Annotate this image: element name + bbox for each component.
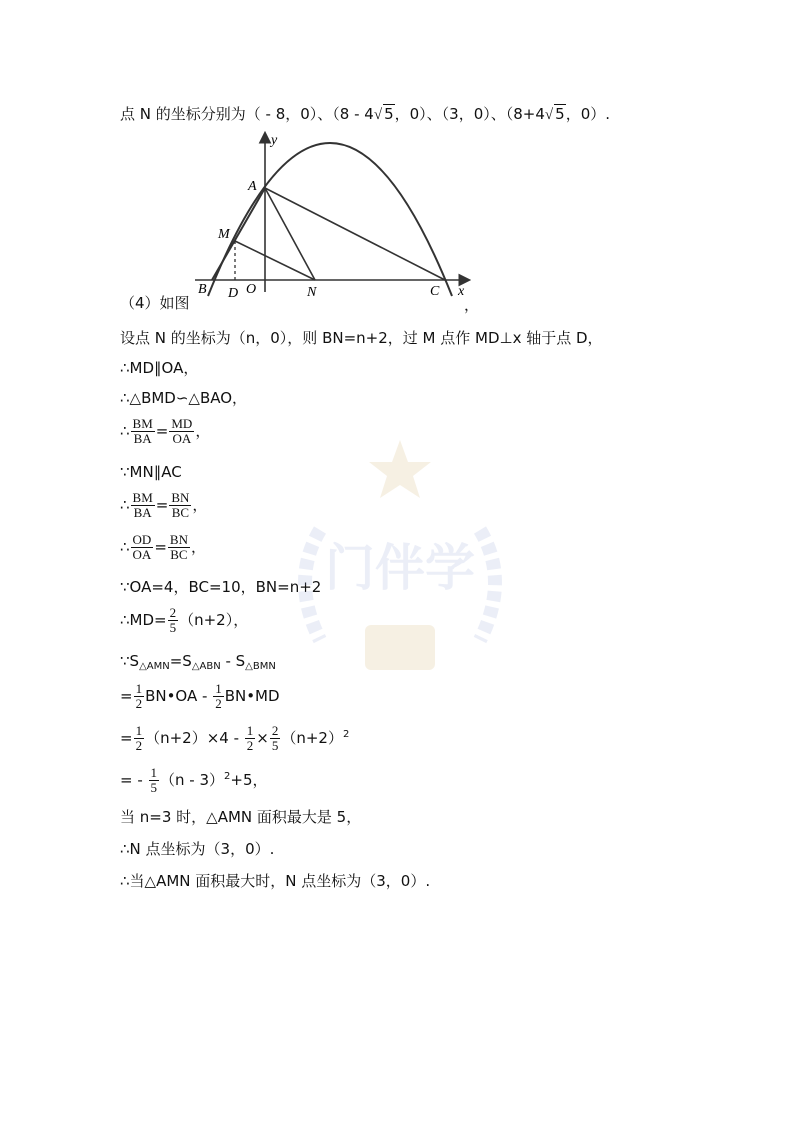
- denominator: BA: [133, 505, 152, 520]
- expression-line-2: [120, 724, 349, 753]
- denominator: 5: [169, 620, 177, 635]
- numerator: 1: [246, 723, 254, 738]
- equals-minus: = -: [120, 771, 148, 789]
- numerator: BM: [132, 416, 153, 431]
- denominator: 2: [215, 696, 222, 711]
- numerator: MD: [171, 416, 193, 431]
- segment-an: [265, 188, 315, 280]
- fraction: [131, 417, 155, 446]
- denominator: 5: [271, 738, 279, 753]
- denominator: BC: [171, 505, 190, 520]
- coordinates-line: 点 N 的坐标分别为（ - 8，0）、（8 - 4√ 5，0）、（3，0）、（8+4√ 5，0）.: [120, 105, 611, 123]
- label-m: M: [218, 227, 230, 242]
- therefore: ∴: [120, 538, 130, 556]
- label-b: B: [198, 282, 207, 297]
- label-n: N: [307, 285, 317, 300]
- fraction: [168, 606, 179, 635]
- fraction: [245, 724, 256, 753]
- numerator: 2: [169, 605, 177, 620]
- text-segment: （n+2）: [281, 729, 343, 747]
- text-segment: BN•OA -: [145, 687, 213, 705]
- equals: =: [154, 538, 167, 556]
- label-o: O: [246, 282, 257, 297]
- fraction: [134, 724, 145, 753]
- ratio-line-2: [120, 491, 207, 520]
- max-area-line: 当 n=3 时，△AMN 面积最大是 5，: [120, 808, 362, 826]
- radicand: 5: [384, 105, 394, 123]
- mn-parallel-line: ∵MN∥AC: [120, 463, 182, 481]
- because-s: ∵S: [120, 652, 140, 670]
- subscript: △ABN: [191, 661, 221, 672]
- watermark-text: 门伴学: [325, 539, 475, 597]
- text-segment: （n+2）×4 -: [145, 729, 244, 747]
- numerator: 1: [135, 723, 143, 738]
- watermark-logo: [280, 440, 520, 700]
- equals: =: [155, 496, 169, 514]
- comma: ，: [192, 496, 208, 514]
- fraction: [168, 533, 190, 562]
- fraction: [131, 533, 154, 562]
- similar-line: ∴△BMD∽△BAO，: [120, 389, 248, 407]
- text-segment: ，0）、（3，0）、（8+4: [394, 105, 545, 123]
- denominator: BA: [133, 431, 152, 446]
- denominator: 5: [150, 780, 158, 795]
- parabola-figure: [190, 130, 480, 300]
- numerator: 1: [215, 681, 222, 696]
- text-segment: +5，: [230, 771, 268, 789]
- fraction: [213, 682, 224, 711]
- numerator: 2: [271, 723, 279, 738]
- numerator: OD: [132, 532, 152, 547]
- minus-s: - S: [220, 652, 246, 670]
- part4-label: [120, 294, 190, 312]
- md-suffix: （n+2），: [179, 611, 249, 629]
- parabola-curve: [208, 143, 452, 296]
- ratio-line-3: [120, 533, 206, 562]
- denominator: OA: [172, 431, 192, 446]
- fraction: [134, 682, 145, 711]
- segment-ac: [265, 188, 445, 280]
- parallel-line: ∴MD∥OA，: [120, 359, 199, 377]
- denominator: BC: [170, 547, 188, 562]
- label-a: A: [248, 179, 257, 194]
- equals: =: [120, 687, 133, 705]
- fraction: [270, 724, 281, 753]
- part4-text: （4）如图: [120, 294, 190, 312]
- equals-s: =S: [169, 652, 192, 670]
- fraction: [169, 491, 191, 520]
- label-c: C: [430, 284, 440, 299]
- superscript: 2: [342, 729, 350, 740]
- fraction: [131, 491, 155, 520]
- conclusion-line: ∴当△AMN 面积最大时，N 点坐标为（3，0）.: [120, 872, 431, 890]
- label-y: y: [271, 133, 278, 148]
- fraction: [169, 417, 194, 446]
- equals: =: [120, 729, 133, 747]
- area-line: [120, 652, 276, 676]
- text-segment: ，0）.: [565, 105, 611, 123]
- md-line: [120, 606, 248, 635]
- part4-comma: ，: [464, 296, 480, 314]
- therefore: ∴: [120, 422, 130, 440]
- text-segment: BN•MD: [224, 687, 280, 705]
- denominator: 2: [135, 738, 143, 753]
- setup-line: 设点 N 的坐标为（n，0），则 BN=n+2，过 M 点作 MD⊥x 轴于点 D，: [120, 329, 603, 347]
- equals: =: [155, 422, 169, 440]
- denominator: 2: [246, 738, 254, 753]
- label-x: x: [458, 284, 465, 299]
- numerator: BM: [132, 490, 153, 505]
- md-prefix: ∴MD=: [120, 611, 167, 629]
- text-segment: 点 N 的坐标分别为（ - 8，0）、（8 - 4: [120, 105, 374, 123]
- label-d: D: [228, 286, 239, 300]
- subscript: △AMN: [139, 661, 170, 672]
- text-segment: （n - 3）: [160, 771, 225, 789]
- subscript: △BMN: [245, 661, 276, 672]
- denominator: 2: [135, 696, 143, 711]
- expression-line-3: [120, 766, 268, 795]
- segment-mn: [235, 241, 315, 280]
- comma: ，: [190, 538, 206, 556]
- therefore: ∴: [120, 496, 130, 514]
- denominator: OA: [132, 547, 152, 562]
- expression-line-1: [120, 682, 280, 711]
- numerator: 1: [135, 681, 143, 696]
- numerator: BN: [171, 490, 190, 505]
- ratio-line-1: [120, 417, 210, 446]
- fraction: [149, 766, 160, 795]
- numerator: BN: [169, 532, 188, 547]
- given-line: ∵OA=4，BC=10，BN=n+2: [120, 578, 322, 596]
- times: ×: [256, 729, 269, 747]
- radicand: 5: [555, 105, 565, 123]
- superscript: 2: [224, 771, 231, 782]
- comma: ，: [195, 422, 211, 440]
- numerator: 1: [150, 765, 158, 780]
- n-coordinate-line: ∴N 点坐标为（3，0）.: [120, 840, 275, 858]
